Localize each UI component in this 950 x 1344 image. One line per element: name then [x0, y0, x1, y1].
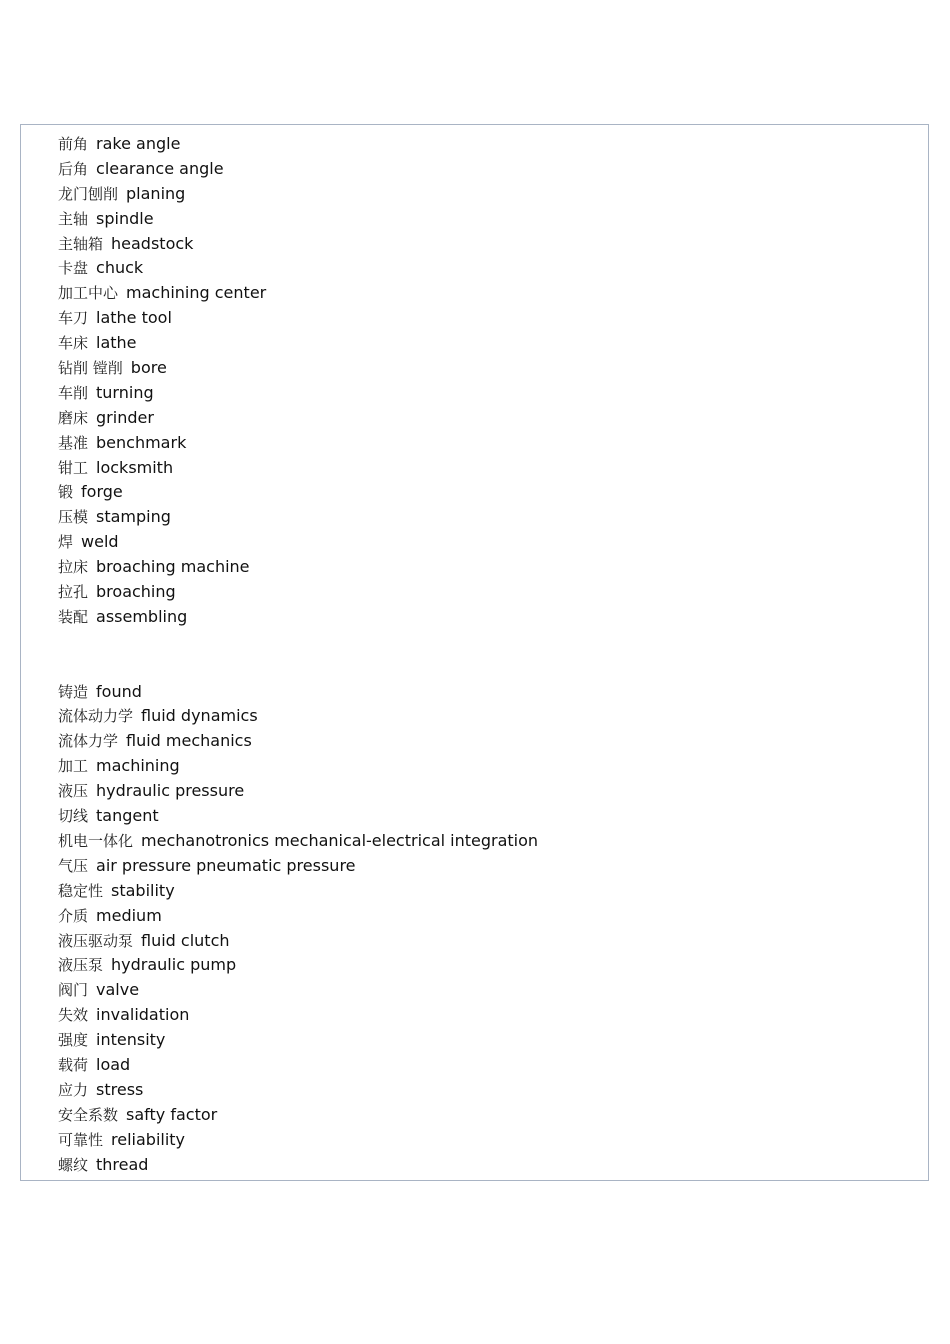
glossary-row: [58, 456, 538, 481]
chinese-term: 卡盘: [58, 259, 89, 278]
chinese-term: 后角: [58, 159, 89, 178]
glossary-row: [58, 929, 538, 954]
blank-line: [58, 630, 538, 655]
glossary-row: [58, 182, 538, 207]
glossary-list: [58, 132, 538, 1177]
glossary-row: [58, 207, 538, 232]
glossary-row: [58, 331, 538, 356]
english-term: machining center: [126, 283, 267, 303]
chinese-term: 流体力学: [58, 732, 119, 751]
english-term: broaching: [96, 582, 176, 602]
glossary-row: [58, 879, 538, 904]
english-term: fluid dynamics: [141, 706, 258, 726]
chinese-term: 车刀: [58, 309, 89, 328]
glossary-row: [58, 232, 538, 257]
glossary-row: [58, 754, 538, 779]
chinese-term: 车削: [58, 383, 89, 402]
english-term: reliability: [111, 1129, 186, 1149]
glossary-row: [58, 1003, 538, 1028]
glossary-row: [58, 1028, 538, 1053]
glossary-row: [58, 829, 538, 854]
english-term: bore: [130, 358, 167, 378]
chinese-term: 切线: [58, 807, 89, 826]
glossary-row: [58, 431, 538, 456]
english-term: found: [96, 681, 142, 701]
chinese-term: 拉床: [58, 558, 89, 577]
chinese-term: 主轴箱: [58, 234, 104, 253]
chinese-term: 装配: [58, 607, 89, 626]
english-term: thread: [96, 1154, 149, 1174]
chinese-term: 焊: [58, 533, 74, 552]
chinese-term: 主轴: [58, 209, 89, 228]
chinese-term: 强度: [58, 1031, 89, 1050]
english-term: locksmith: [96, 457, 174, 477]
english-term: grinder: [96, 407, 154, 427]
english-term: medium: [96, 905, 162, 925]
chinese-term: 磨床: [58, 408, 89, 427]
glossary-row: [58, 854, 538, 879]
english-term: stamping: [96, 507, 171, 527]
glossary-row: [58, 1153, 538, 1178]
english-term: load: [96, 1054, 131, 1074]
english-term: stability: [111, 880, 175, 900]
english-term: safty factor: [126, 1104, 218, 1124]
glossary-row: [58, 1078, 538, 1103]
chinese-term: 拉孔: [58, 583, 89, 602]
english-term: hydraulic pressure: [96, 781, 245, 801]
english-term: forge: [81, 482, 123, 502]
chinese-term: 液压驱动泵: [58, 931, 134, 950]
english-term: lathe tool: [96, 308, 172, 328]
english-term: fluid mechanics: [126, 731, 252, 751]
glossary-row: [58, 580, 538, 605]
glossary-row: [58, 356, 538, 381]
chinese-term: 液压泵: [58, 956, 104, 975]
glossary-row: [58, 779, 538, 804]
glossary-row: [58, 904, 538, 929]
chinese-term: 钳工: [58, 458, 89, 477]
english-term: mechanotronics mechanical-electrical integration: [141, 830, 539, 850]
glossary-row: [58, 505, 538, 530]
chinese-term: 铸造: [58, 682, 89, 701]
glossary-row: [58, 605, 538, 630]
english-term: assembling: [96, 606, 188, 626]
glossary-row: [58, 680, 538, 705]
chinese-term: 加工: [58, 757, 89, 776]
english-term: fluid clutch: [141, 930, 230, 950]
english-term: lathe: [96, 333, 137, 353]
english-term: benchmark: [96, 432, 187, 452]
glossary-row: [58, 157, 538, 182]
glossary-row: [58, 555, 538, 580]
glossary-row: [58, 1128, 538, 1153]
english-term: broaching machine: [96, 557, 250, 577]
glossary-row: [58, 281, 538, 306]
english-term: planing: [126, 183, 186, 203]
chinese-term: 稳定性: [58, 881, 104, 900]
chinese-term: 加工中心: [58, 284, 119, 303]
chinese-term: 锻: [58, 483, 74, 502]
chinese-term: 液压: [58, 782, 89, 801]
glossary-row: [58, 406, 538, 431]
english-term: clearance angle: [96, 158, 224, 178]
chinese-term: 应力: [58, 1080, 89, 1099]
chinese-term: 基准: [58, 433, 89, 452]
chinese-term: 可靠性: [58, 1130, 104, 1149]
glossary-row: [58, 381, 538, 406]
english-term: turning: [96, 382, 154, 402]
glossary-row: [58, 132, 538, 157]
english-term: stress: [96, 1079, 144, 1099]
english-term: intensity: [96, 1030, 166, 1050]
english-term: machining: [96, 756, 180, 776]
glossary-row: [58, 256, 538, 281]
chinese-term: 车床: [58, 334, 89, 353]
english-term: weld: [81, 532, 119, 552]
english-term: valve: [96, 980, 140, 1000]
chinese-term: 机电一体化: [58, 831, 134, 850]
english-term: hydraulic pump: [111, 955, 237, 975]
english-term: headstock: [111, 233, 194, 253]
glossary-row: [58, 530, 538, 555]
glossary-row: [58, 1053, 538, 1078]
glossary-row: [58, 804, 538, 829]
glossary-row: [58, 953, 538, 978]
chinese-term: 载荷: [58, 1055, 89, 1074]
chinese-term: 气压: [58, 856, 89, 875]
chinese-term: 龙门刨削: [58, 184, 119, 203]
blank-line: [58, 655, 538, 680]
english-term: rake angle: [96, 134, 181, 153]
chinese-term: 安全系数: [58, 1105, 119, 1124]
english-term: chuck: [96, 258, 144, 278]
chinese-term: 介质: [58, 906, 89, 925]
chinese-term: 失效: [58, 1006, 89, 1025]
chinese-term: 流体动力学: [58, 707, 134, 726]
english-term: spindle: [96, 208, 154, 228]
glossary-row: [58, 480, 538, 505]
chinese-term: 螺纹: [58, 1155, 89, 1174]
english-term: air pressure pneumatic pressure: [96, 855, 356, 875]
chinese-term: 前角: [58, 135, 89, 153]
chinese-term: 阀门: [58, 981, 89, 1000]
chinese-term: 压模: [58, 508, 89, 527]
chinese-term: 钻削 镗削: [58, 359, 123, 378]
glossary-row: [58, 306, 538, 331]
glossary-row: [58, 978, 538, 1003]
glossary-row: [58, 729, 538, 754]
glossary-row: [58, 704, 538, 729]
english-term: invalidation: [96, 1005, 190, 1025]
glossary-row: [58, 1103, 538, 1128]
english-term: tangent: [96, 806, 159, 826]
